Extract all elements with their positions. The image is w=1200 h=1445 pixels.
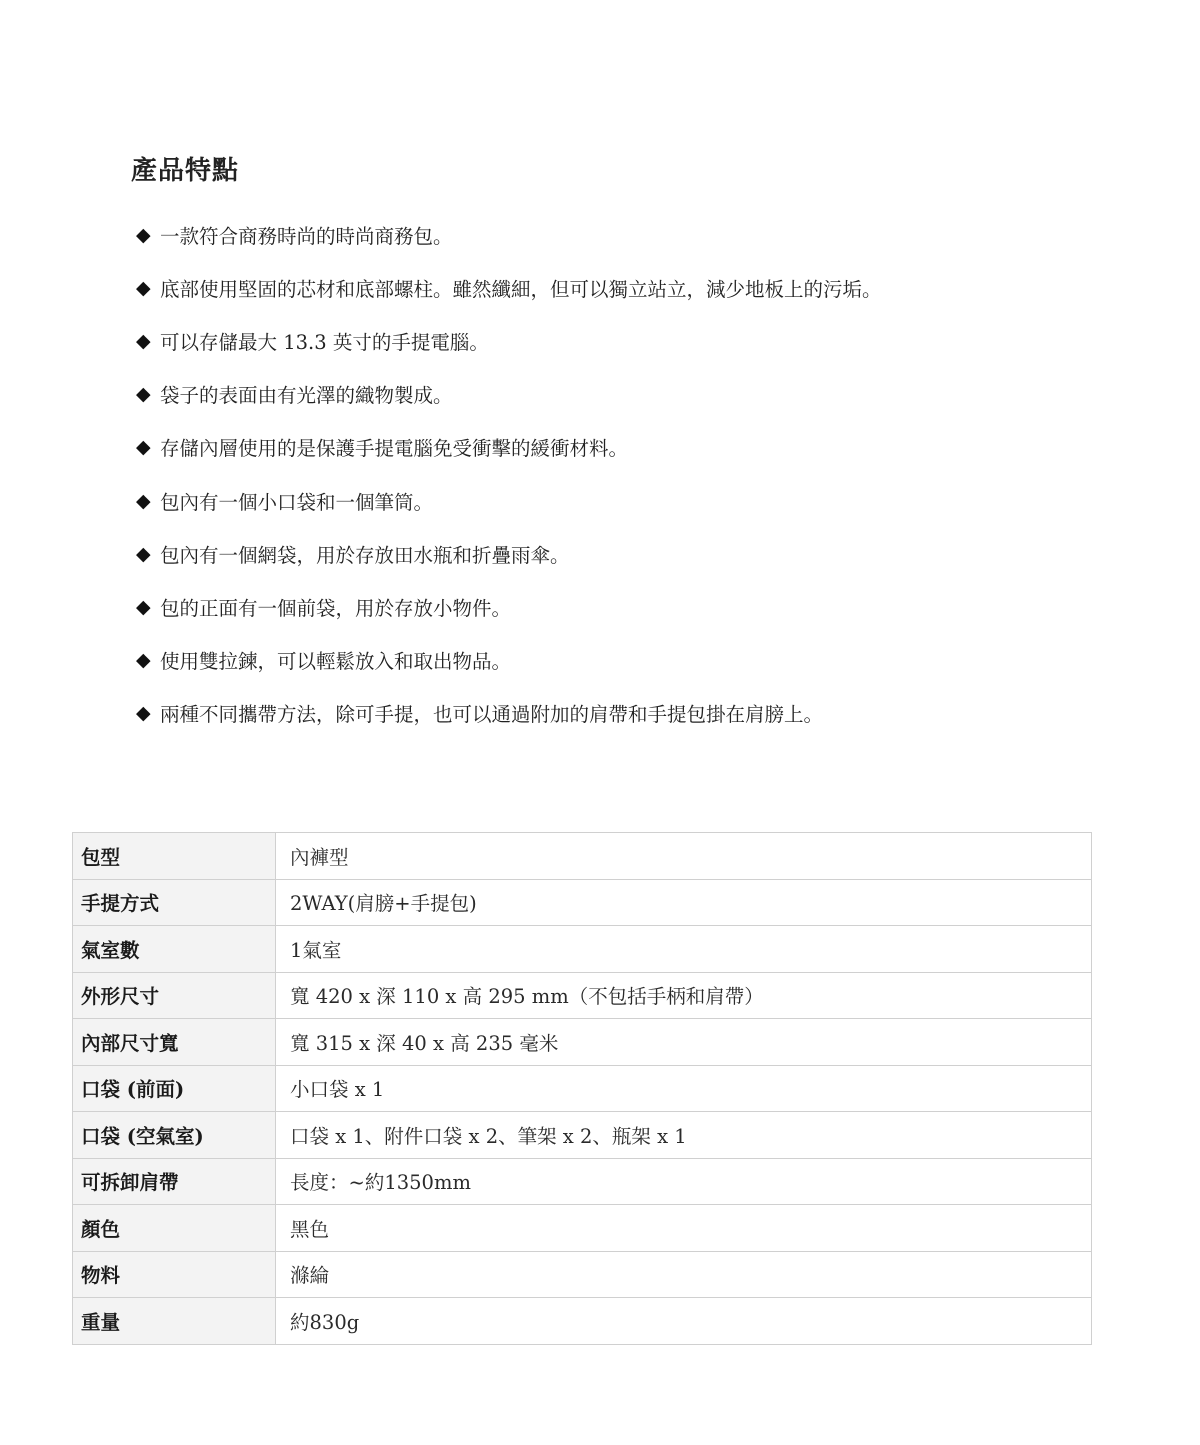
diamond-bullet-icon: ◆ xyxy=(136,276,151,299)
diamond-bullet-icon: ◆ xyxy=(136,329,151,352)
feature-item xyxy=(136,580,882,633)
spec-label: 顏色 xyxy=(73,1205,276,1252)
spec-value: 約830g xyxy=(276,1298,1092,1345)
feature-text: 存儲內層使用的是保護手提電腦免受衝擊的緩衝材料。 xyxy=(160,437,629,461)
feature-list xyxy=(136,208,882,740)
diamond-bullet-icon: ◆ xyxy=(136,702,151,725)
spec-label: 手提方式 xyxy=(73,879,276,926)
spec-label: 可拆卸肩帶 xyxy=(73,1158,276,1205)
spec-value: 長度：~約1350mm xyxy=(276,1158,1092,1205)
spec-value: 1氣室 xyxy=(276,926,1092,973)
spec-label: 口袋 (空氣室) xyxy=(73,1112,276,1159)
diamond-bullet-icon: ◆ xyxy=(136,542,151,565)
section-heading: 產品特點 xyxy=(131,156,240,186)
table-row xyxy=(73,879,1092,926)
table-row xyxy=(73,1112,1092,1159)
feature-text: 包的正面有一個前袋，用於存放小物件。 xyxy=(160,596,512,620)
diamond-bullet-icon: ◆ xyxy=(136,595,151,618)
spec-value: 2WAY(肩膀+手提包) xyxy=(276,879,1092,926)
feature-text: 兩種不同攜帶方法，除可手提，也可以通過附加的肩帶和手提包掛在肩膀上。 xyxy=(160,703,824,727)
feature-text: 包內有一個網袋，用於存放田水瓶和折疊雨傘。 xyxy=(160,543,570,567)
feature-item xyxy=(136,208,882,261)
spec-label: 包型 xyxy=(73,833,276,880)
table-row xyxy=(73,1019,1092,1066)
table-row xyxy=(73,1065,1092,1112)
table-row xyxy=(73,972,1092,1019)
feature-item xyxy=(136,261,882,314)
feature-text: 包內有一個小口袋和一個筆筒。 xyxy=(160,490,434,514)
table-row xyxy=(73,1298,1092,1345)
spec-table xyxy=(72,832,1092,1345)
table-row xyxy=(73,1205,1092,1252)
feature-item xyxy=(136,474,882,527)
table-row xyxy=(73,926,1092,973)
feature-item xyxy=(136,421,882,474)
spec-label: 外形尺寸 xyxy=(73,972,276,1019)
spec-label: 口袋 (前面) xyxy=(73,1065,276,1112)
feature-text: 袋子的表面由有光澤的織物製成。 xyxy=(160,384,453,408)
feature-item xyxy=(136,687,882,740)
diamond-bullet-icon: ◆ xyxy=(136,649,151,672)
spec-label: 內部尺寸寬 xyxy=(73,1019,276,1066)
spec-value: 黑色 xyxy=(276,1205,1092,1252)
table-row xyxy=(73,1251,1092,1298)
diamond-bullet-icon: ◆ xyxy=(136,223,151,246)
feature-text: 一款符合商務時尚的時尚商務包。 xyxy=(160,224,453,248)
feature-item xyxy=(136,314,882,367)
spec-label: 氣室數 xyxy=(73,926,276,973)
diamond-bullet-icon: ◆ xyxy=(136,489,151,512)
spec-value: 口袋 x 1、附件口袋 x 2、筆架 x 2、瓶架 x 1 xyxy=(276,1112,1092,1159)
spec-value: 寬 315 x 深 40 x 高 235 毫米 xyxy=(276,1019,1092,1066)
feature-text: 底部使用堅固的芯材和底部螺柱。雖然纖細，但可以獨立站立，減少地板上的污垢。 xyxy=(160,277,882,301)
spec-value: 內褲型 xyxy=(276,833,1092,880)
feature-item xyxy=(136,368,882,421)
feature-text: 可以存儲最大 13.3 英寸的手提電腦。 xyxy=(160,330,489,354)
spec-value: 小口袋 x 1 xyxy=(276,1065,1092,1112)
feature-text: 使用雙拉鍊，可以輕鬆放入和取出物品。 xyxy=(160,650,512,674)
feature-item xyxy=(136,634,882,687)
table-row xyxy=(73,833,1092,880)
spec-label: 物料 xyxy=(73,1251,276,1298)
diamond-bullet-icon: ◆ xyxy=(136,436,151,459)
feature-item xyxy=(136,527,882,580)
spec-value: 寬 420 x 深 110 x 高 295 mm（不包括手柄和肩帶） xyxy=(276,972,1092,1019)
spec-value: 滌綸 xyxy=(276,1251,1092,1298)
table-row xyxy=(73,1158,1092,1205)
diamond-bullet-icon: ◆ xyxy=(136,383,151,406)
spec-label: 重量 xyxy=(73,1298,276,1345)
